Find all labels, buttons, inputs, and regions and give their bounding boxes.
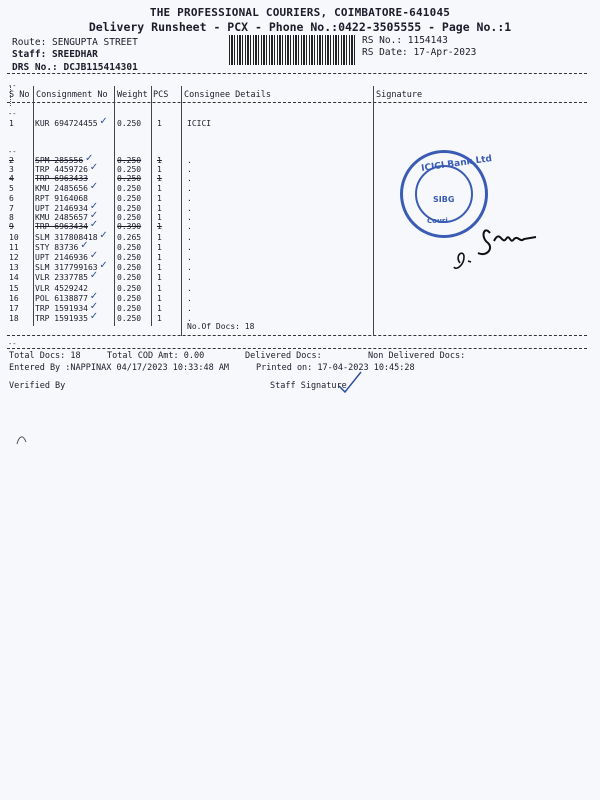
row-sno: 13	[9, 263, 19, 272]
row-pcs: 1	[157, 174, 162, 183]
printed-on: Printed on: 17-04-2023 10:45:28	[256, 363, 415, 373]
row-pcs: 1	[157, 284, 162, 293]
row-consignment: KMU 2485657	[35, 213, 88, 222]
row-pcs: 1	[157, 243, 162, 252]
row-sno: 8	[9, 213, 14, 222]
stamp-unit: SIBG	[433, 195, 455, 204]
drs-number: DRS No.: DCJB115414301	[12, 62, 138, 73]
col-consignment: Consignment No	[36, 90, 108, 100]
row-consignment: KMU 2485656	[35, 184, 88, 193]
staff-label: Staff: SREEDHAR	[12, 49, 98, 60]
row-consignee: .	[187, 165, 192, 174]
row-consignee: ICICI	[187, 119, 212, 128]
company-title: THE PROFESSIONAL COURIERS, COIMBATORE-641045	[149, 6, 451, 19]
runsheet-title: Delivery Runsheet - PCX - Phone No.:0422-3505555 - Page No.:1	[88, 20, 512, 34]
check-icon: ✓	[99, 260, 108, 271]
check-icon: ✓	[89, 301, 99, 312]
no-of-docs: No.Of Docs: 18	[187, 322, 255, 331]
row-consignee: .	[187, 253, 192, 262]
row-consignment: SPM 285556	[35, 156, 84, 165]
row-pcs: 1	[157, 294, 162, 303]
row-sno: 3	[9, 165, 14, 174]
row-consignee: .	[187, 233, 192, 242]
row-consignee: .	[187, 184, 192, 193]
row-consignee: .	[187, 273, 192, 282]
table-row	[0, 116, 600, 129]
rs-number: RS No.: 1154143	[362, 35, 448, 46]
row-weight: 0.250	[117, 156, 142, 165]
marker-dashes-mid: --	[8, 148, 17, 156]
table-row	[0, 311, 600, 324]
row-weight: 0.250	[117, 184, 142, 193]
row-consignment: TRP 4459726	[35, 165, 88, 174]
check-icon: ✓	[89, 201, 99, 212]
row-consignment: SLM 317799163	[35, 263, 98, 272]
row-weight: 0.265	[117, 233, 142, 242]
check-icon: ✓	[89, 250, 99, 261]
col-sno: S No	[9, 90, 30, 100]
row-consignee: .	[187, 174, 192, 183]
row-consignee: .	[187, 156, 192, 165]
column-header-divider	[7, 102, 587, 103]
check-icon: ✓	[85, 153, 94, 164]
check-icon: ✓	[89, 270, 99, 281]
col-signature: Signature	[376, 90, 423, 100]
row-sno: 2	[9, 156, 14, 165]
row-pcs: 1	[157, 213, 162, 222]
row-consignment: VLR 4529242	[35, 284, 88, 293]
check-icon: ✓	[89, 181, 99, 192]
row-weight: 0.250	[117, 284, 142, 293]
row-sno: 4	[9, 174, 14, 183]
row-weight: 0.250	[117, 273, 142, 282]
row-sno: 15	[9, 284, 19, 293]
row-consignment: TRP 1591934	[35, 304, 88, 313]
row-sno: 16	[9, 294, 19, 303]
row-pcs: 1	[157, 263, 162, 272]
delivered-docs: Delivered Docs:	[245, 351, 322, 361]
row-weight: 0.250	[117, 243, 142, 252]
row-sno: 12	[9, 253, 19, 262]
check-icon: ✓	[89, 311, 99, 322]
row-pcs: 1	[157, 165, 162, 174]
row-consignment: UPT 2146936	[35, 253, 88, 262]
row-consignee: .	[187, 204, 192, 213]
row-weight: 0.250	[117, 174, 142, 183]
row-sno: 11	[9, 243, 19, 252]
pen-mark	[14, 432, 30, 446]
row-weight: 0.250	[117, 194, 142, 203]
row-pcs: 1	[157, 194, 162, 203]
stamp-tag: Couri	[427, 217, 448, 225]
check-icon: ✓	[89, 162, 99, 173]
col-weight: Weight	[117, 90, 148, 100]
marker-dashes-top: --	[8, 110, 17, 118]
row-weight: 0.250	[117, 119, 142, 128]
marker-dashes: --	[8, 82, 17, 90]
row-weight: 0.390	[117, 222, 142, 231]
row-weight: 0.250	[117, 294, 142, 303]
row-pcs: 1	[157, 222, 162, 231]
row-sno: 7	[9, 204, 14, 213]
row-consignment: VLR 2337785	[35, 273, 88, 282]
row-weight: 0.250	[117, 314, 142, 323]
check-icon: ✓	[89, 291, 99, 302]
row-consignment: RPT 9164068	[35, 194, 88, 203]
row-pcs: 1	[157, 119, 162, 128]
stamp-bank: ICICI Bank Ltd	[420, 154, 493, 174]
row-consignment: TRP 6963434	[35, 222, 88, 231]
row-consignment: SLM 317808418	[35, 233, 98, 242]
row-consignee: .	[187, 314, 192, 323]
row-consignment: STY 83736	[35, 243, 79, 252]
entered-by: Entered By :NAPPINAX 04/17/2023 10:33:48 AM	[9, 363, 230, 373]
row-consignment: UPT 2146934	[35, 204, 88, 213]
row-consignee: .	[187, 243, 192, 252]
row-consignee: .	[187, 284, 192, 293]
check-icon: ✓	[99, 230, 108, 241]
row-sno: 10	[9, 233, 19, 242]
row-sno: 18	[9, 314, 19, 323]
row-weight: 0.250	[117, 263, 142, 272]
row-pcs: 1	[157, 314, 162, 323]
marker-dashes-bottom: --	[8, 340, 17, 348]
row-pcs: 1	[157, 253, 162, 262]
row-consignment: POL 6138877	[35, 294, 88, 303]
row-pcs: 1	[157, 184, 162, 193]
row-sno: 5	[9, 184, 14, 193]
row-consignee: .	[187, 194, 192, 203]
non-delivered-docs: Non Delivered Docs:	[368, 351, 466, 361]
col-pcs: PCS	[153, 90, 169, 100]
check-icon: ✓	[89, 219, 99, 230]
row-sno: 1	[9, 119, 14, 128]
row-weight: 0.250	[117, 213, 142, 222]
row-pcs: 1	[157, 273, 162, 282]
row-consignment: KUR 694724455	[35, 119, 98, 128]
row-pcs: 1	[157, 156, 162, 165]
row-pcs: 1	[157, 304, 162, 313]
signature-check-icon	[335, 370, 365, 394]
row-sno: 6	[9, 194, 14, 203]
row-weight: 0.250	[117, 165, 142, 174]
row-weight: 0.250	[117, 304, 142, 313]
total-cod: Total COD Amt: 0.00	[107, 351, 205, 361]
check-icon: ✓	[80, 240, 89, 251]
summary-divider	[7, 348, 587, 349]
row-sno: 14	[9, 273, 19, 282]
row-pcs: 1	[157, 204, 162, 213]
handwritten-signature	[440, 215, 550, 275]
row-weight: 0.250	[117, 253, 142, 262]
check-icon: ✓	[99, 116, 108, 127]
barcode	[229, 35, 356, 65]
header-divider	[7, 73, 587, 74]
col-consignee: Consignee Details	[184, 90, 271, 100]
rs-date: RS Date: 17-Apr-2023	[362, 47, 477, 58]
row-consignee: .	[187, 294, 192, 303]
verified-by: Verified By	[9, 381, 66, 391]
row-sno: 17	[9, 304, 19, 313]
route-label: Route: SENGUPTA STREET	[12, 37, 138, 48]
row-consignee: .	[187, 263, 192, 272]
row-consignee: .	[187, 213, 192, 222]
total-docs: Total Docs: 18	[9, 351, 81, 361]
row-pcs: 1	[157, 233, 162, 242]
check-icon: ✓	[89, 210, 99, 221]
row-sno: 9	[9, 222, 14, 231]
row-consignment: TRP 6963433	[35, 174, 88, 183]
staff-signature: Staff Signature	[270, 381, 347, 391]
table-bottom-divider	[7, 335, 587, 336]
table-row	[0, 181, 600, 194]
row-weight: 0.250	[117, 204, 142, 213]
row-consignee: .	[187, 222, 192, 231]
row-consignee: .	[187, 304, 192, 313]
row-consignment: TRP 1591935	[35, 314, 88, 323]
